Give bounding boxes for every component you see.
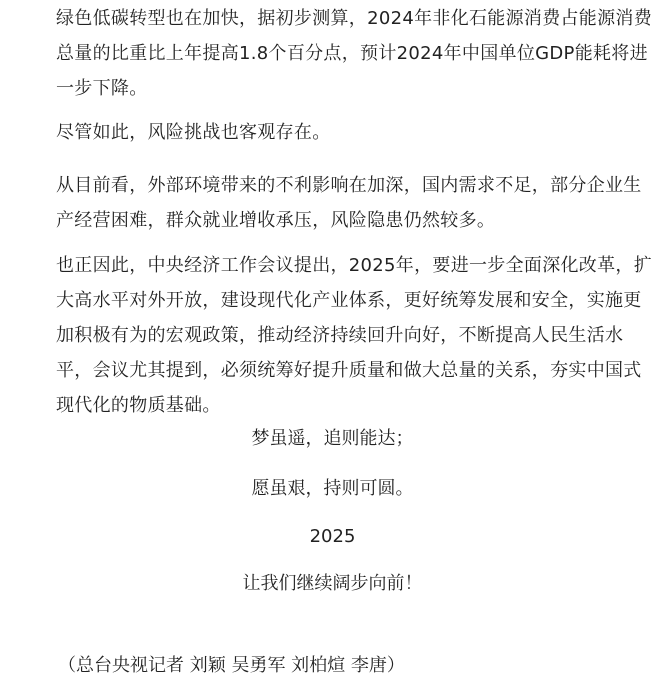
paragraph-risks: 尽管如此，风险挑战也客观存在。 <box>56 122 331 143</box>
reporter-credit: （总台央视记者 刘颖 吴勇军 刘柏煊 李唐） <box>58 655 405 676</box>
paragraph-economic-conference: 也正因此，中央经济工作会议提出，2025年，要进一步全面深化改革，扩大高水平对外开放，建设现代化产业体系，更好统筹发展和安全，实施更加积极有为的宏观政策，推动经济持续回升向好，不断提高人民生活水平，会议尤其提到，必须统筹好提升质量和做大总量的关系，夯实中国式现代化的物质基础。 <box>56 255 653 416</box>
closing-line-1: 梦虽遥，追则能达； <box>251 428 414 449</box>
paragraph-green-transition: 绿色低碳转型也在加快，据初步测算，2024年非化石能源消费占能源消费总量的比重比上年提高1.8个百分点，预计2024年中国单位GDP能耗将进一步下降。 <box>56 8 653 99</box>
closing-slogan: 让我们继续阔步向前！ <box>242 573 423 594</box>
paragraph-external-environment: 从目前看，外部环境带来的不利影响在加深，国内需求不足，部分企业生产经营困难，群众就业增收承压，风险隐患仍然较多。 <box>56 175 642 231</box>
closing-year: 2025 <box>309 526 356 547</box>
closing-line-2: 愿虽艰，持则可圆。 <box>251 478 414 499</box>
